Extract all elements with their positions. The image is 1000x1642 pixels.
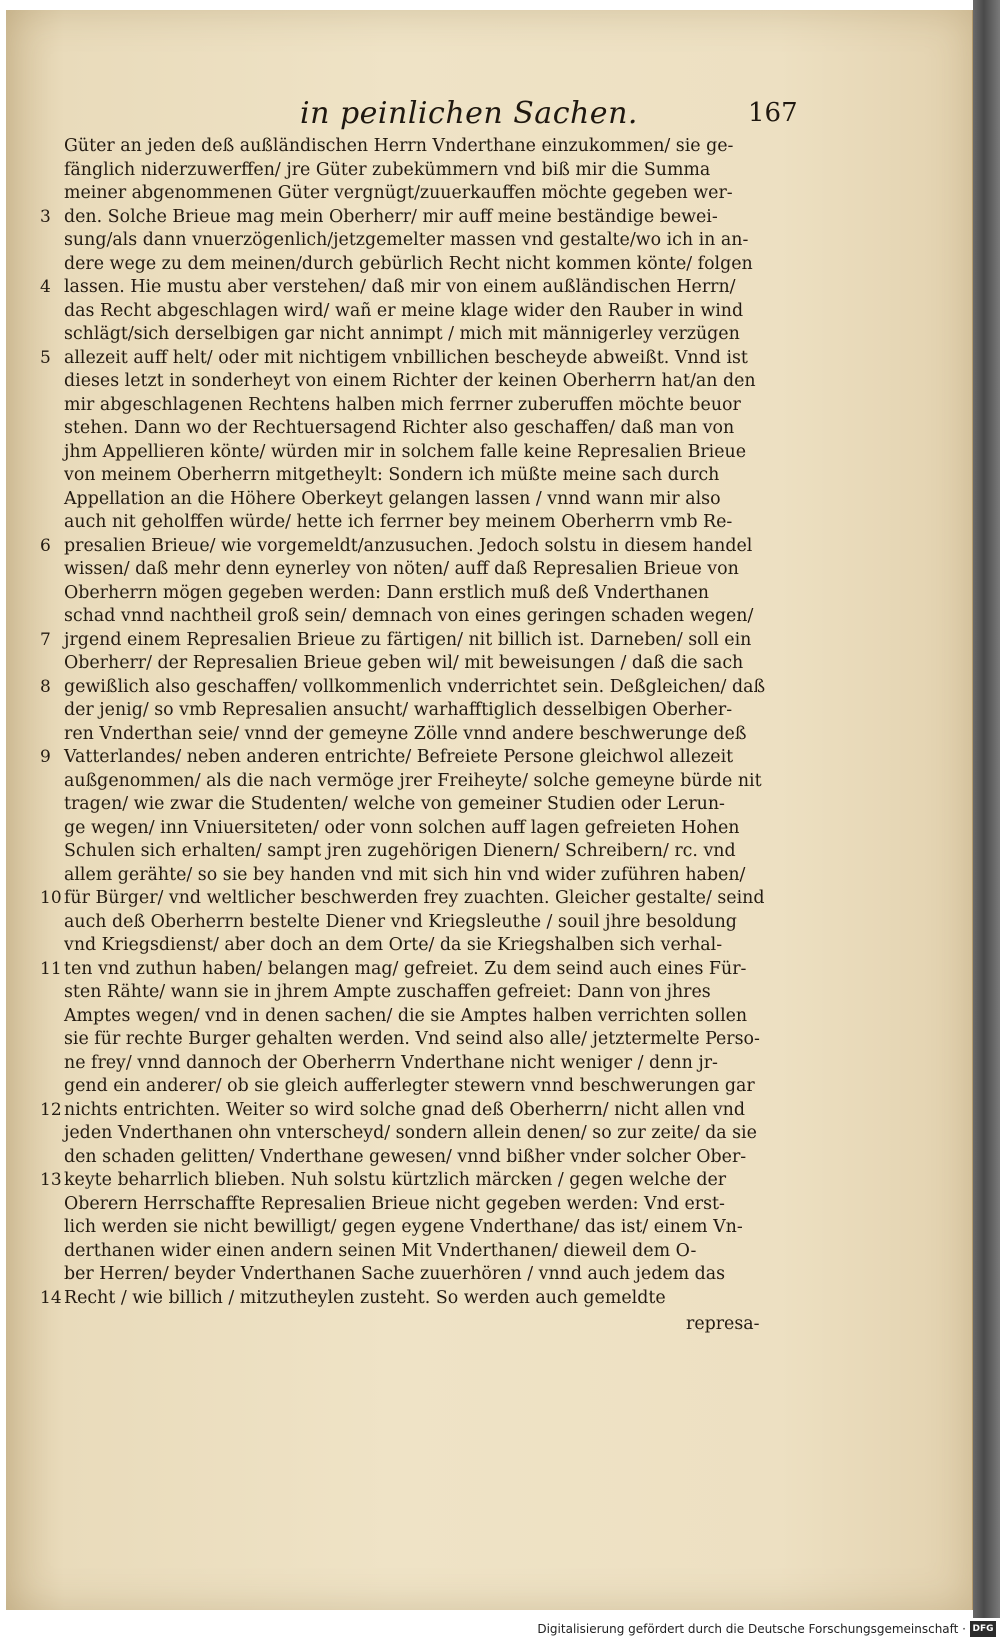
line-text: derthanen wider einen andern seinen Mit Vnderthanen/ dieweil dem O- xyxy=(64,1240,697,1261)
line-text: vnd Kriegsdienst/ aber doch an dem Orte/ da sie Kriegshalben sich verhal- xyxy=(64,935,723,955)
line-text: Vatterlandes/ neben anderen entrichte/ Befreiete Persone gleichwol allezeit xyxy=(64,747,734,767)
line-text: schlägt/sich derselbigen gar nicht annimpt / mich mit männigerley verzügen xyxy=(64,324,740,344)
book-spine-edge xyxy=(973,0,1000,1618)
line-text: keyte beharrlich blieben. Nuh solstu kürtzlich märcken / gegen welche der xyxy=(64,1170,727,1190)
line-text: auch nit geholffen würde/ hette ich ferrner bey meinem Oberherrn vmb Re- xyxy=(64,512,733,532)
text-line xyxy=(40,1240,800,1264)
page-body xyxy=(40,135,800,1310)
line-text: Amptes wegen/ vnd in denen sachen/ die sie Amptes halben verrichten sollen xyxy=(64,1005,748,1026)
text-line xyxy=(40,793,800,817)
line-text: Oberherr/ der Represalien Brieue geben wil/ mit beweisungen / daß die sach xyxy=(64,653,744,673)
text-line xyxy=(40,441,800,465)
line-text: ber Herren/ beyder Vnderthanen Sache zuuerhören / vnnd auch jedem das xyxy=(64,1264,726,1284)
line-text: meiner abgenommenen Güter vergnügt/zuuerkauffen möchte gegeben wer- xyxy=(64,183,733,203)
line-text: jhm Appellieren könte/ würden mir in solchem falle keine Represalien Brieue xyxy=(64,441,747,462)
text-line xyxy=(40,840,800,864)
text-line xyxy=(40,629,800,653)
margin-number: 6 xyxy=(40,535,51,556)
text-line xyxy=(40,911,800,935)
text-line xyxy=(40,1287,800,1311)
line-text: schad vnnd nachtheil groß sein/ demnach von eines geringen schaden wegen/ xyxy=(64,606,754,626)
line-text: ge wegen/ inn Vniuersiteten/ oder vonn solchen auff lagen gefreieten Hohen xyxy=(64,817,740,838)
text-line xyxy=(40,958,800,982)
line-text: gewißlich also geschaffen/ vollkommenlich vnderrichtet sein. Deßgleichen/ daß xyxy=(64,676,766,697)
text-line xyxy=(40,1028,800,1052)
margin-number: 4 xyxy=(40,277,51,297)
catchword: represa- xyxy=(686,1314,760,1334)
text-line xyxy=(40,182,800,206)
text-line xyxy=(40,1075,800,1099)
text-line xyxy=(40,300,800,324)
line-text: von meinem Oberherrn mitgetheylt: Sondern ich müßte meine sach durch xyxy=(64,465,720,485)
text-line xyxy=(40,1193,800,1217)
line-text: jrgend einem Represalien Brieue zu färtigen/ nit billich ist. Darneben/ soll ein xyxy=(64,629,752,650)
text-line xyxy=(40,159,800,183)
text-line xyxy=(40,253,800,277)
text-line xyxy=(40,934,800,958)
text-line xyxy=(40,417,800,441)
text-line xyxy=(40,887,800,911)
line-text: allem gerähte/ so sie bey handen vnd mit sich hin vnd wider zuführen haben/ xyxy=(64,864,746,885)
line-text: auch deß Oberherrn bestelte Diener vnd Kriegsleuthe / souil jhre besoldung xyxy=(64,911,737,932)
text-line xyxy=(40,582,800,606)
page-number: 167 xyxy=(748,98,798,128)
line-text: gend ein anderer/ ob sie gleich aufferlegter stewern vnnd beschwerungen gar xyxy=(64,1076,755,1096)
text-line xyxy=(40,1052,800,1076)
text-line xyxy=(40,864,800,888)
line-text: Oberherrn mögen gegeben werden: Dann erstlich muß deß Vnderthanen xyxy=(64,582,709,603)
line-text: sung/als dann vnuerzögenlich/jetzgemelter massen vnd gestalte/wo ich in an- xyxy=(64,230,749,250)
text-line xyxy=(40,464,800,488)
text-line xyxy=(40,981,800,1005)
margin-number: 7 xyxy=(40,629,51,650)
text-line xyxy=(40,229,800,253)
line-text: sten Rähte/ wann sie in jhrem Ampte zuschaffen gefreiet: Dann von jhres xyxy=(64,982,711,1002)
page-header xyxy=(0,96,1000,136)
line-text: den. Solche Brieue mag mein Oberherr/ mir auff meine beständige bewei- xyxy=(64,206,718,227)
line-text: nichts entrichten. Weiter so wird solche gnad deß Oberherrn/ nicht allen vnd xyxy=(64,1099,745,1120)
text-line xyxy=(40,323,800,347)
line-text: Appellation an die Höhere Oberkeyt gelangen lassen / vnnd wann mir also xyxy=(64,488,721,509)
margin-number: 10 xyxy=(40,888,62,908)
text-line xyxy=(40,1099,800,1123)
text-line xyxy=(40,770,800,794)
margin-number: 11 xyxy=(40,958,62,979)
running-head: in peinlichen Sachen. xyxy=(300,96,638,131)
text-line xyxy=(40,1216,800,1240)
line-text: lassen. Hie mustu aber verstehen/ daß mir von einem außländischen Herrn/ xyxy=(64,277,736,297)
line-text: lich werden sie nicht bewilligt/ gegen eygene Vnderthane/ das ist/ einem Vn- xyxy=(64,1217,743,1237)
line-text: dere wege zu dem meinen/durch gebürlich Recht nicht kommen könte/ folgen xyxy=(64,253,753,274)
text-line xyxy=(40,1169,800,1193)
text-line xyxy=(40,1005,800,1029)
digitization-footer xyxy=(0,1618,1000,1642)
text-line xyxy=(40,1146,800,1170)
margin-number: 3 xyxy=(40,206,51,227)
text-line xyxy=(40,652,800,676)
line-text: fänglich niderzuwerffen/ jre Güter zubekümmern vnd biß mir die Summa xyxy=(64,159,711,180)
line-text: dieses letzt in sonderheyt von einem Richter der keinen Oberherrn hat/an den xyxy=(64,371,756,391)
line-text: allezeit auff helt/ oder mit nichtigem vnbillichen bescheyde abweißt. Vnnd ist xyxy=(64,347,748,368)
text-line xyxy=(40,817,800,841)
text-line xyxy=(40,488,800,512)
dfg-logo-icon: DFG xyxy=(970,1621,996,1637)
line-text: ren Vnderthan seie/ vnnd der gemeyne Zölle vnnd andere beschwerunge deß xyxy=(64,723,747,744)
margin-number: 14 xyxy=(40,1287,62,1308)
line-text: wissen/ daß mehr denn eynerley von nöten/ auff daß Represalien Brieue von xyxy=(64,559,739,579)
text-line xyxy=(40,699,800,723)
margin-number: 8 xyxy=(40,676,51,697)
line-text: ne frey/ vnnd dannoch der Oberherrn Vnderthane nicht weniger / denn jr- xyxy=(64,1052,718,1073)
line-text: ten vnd zuthun haben/ belangen mag/ gefreiet. Zu dem seind auch eines Für- xyxy=(64,958,747,979)
text-line xyxy=(40,394,800,418)
text-line xyxy=(40,723,800,747)
margin-number: 13 xyxy=(40,1170,62,1190)
text-line xyxy=(40,206,800,230)
line-text: das Recht abgeschlagen wird/ wañ er meine klage wider den Rauber in wind xyxy=(64,300,744,321)
line-text: stehen. Dann wo der Rechtuersagend Richter also geschaffen/ daß man von xyxy=(64,418,735,438)
footer-credit-text: Digitalisierung gefördert durch die Deutsche Forschungsgemeinschaft · xyxy=(537,1622,966,1636)
line-text: mir abgeschlagenen Rechtens halben mich ferrner zuberuffen möchte beuor xyxy=(64,394,741,415)
text-line xyxy=(40,558,800,582)
margin-number: 9 xyxy=(40,747,51,767)
line-text: Recht / wie billich / mitzutheylen zusteht. So werden auch gemeldte xyxy=(64,1287,666,1308)
text-line xyxy=(40,1263,800,1287)
text-line xyxy=(40,535,800,559)
text-line xyxy=(40,135,800,159)
margin-number: 5 xyxy=(40,347,51,368)
line-text: jeden Vnderthanen ohn vnterscheyd/ sondern allein denen/ so zur zeite/ da sie xyxy=(64,1123,757,1143)
margin-number: 12 xyxy=(40,1099,62,1120)
text-line xyxy=(40,276,800,300)
line-text: tragen/ wie zwar die Studenten/ welche von gemeiner Studien oder Lerun- xyxy=(64,794,725,814)
text-line xyxy=(40,347,800,371)
line-text: sie für rechte Burger gehalten werden. Vnd seind also alle/ jetztermelte Perso- xyxy=(64,1029,760,1049)
line-text: der jenig/ so vmb Represalien ansucht/ warhafftiglich desselbigen Oberher- xyxy=(64,700,733,720)
line-text: für Bürger/ vnd weltlicher beschwerden frey zuachten. Gleicher gestalte/ seind xyxy=(64,888,765,908)
text-line xyxy=(40,1122,800,1146)
line-text: Schulen sich erhalten/ sampt jren zugehörigen Dienern/ Schreibern/ rc. vnd xyxy=(64,841,736,861)
line-text: außgenommen/ als die nach vermöge jrer Freiheyte/ solche gemeyne bürde nit xyxy=(64,770,762,791)
line-text: Oberern Herrschaffte Represalien Brieue nicht gegeben werden: Vnd erst- xyxy=(64,1193,725,1214)
text-line xyxy=(40,511,800,535)
text-line xyxy=(40,605,800,629)
text-line xyxy=(40,676,800,700)
text-line xyxy=(40,746,800,770)
line-text: den schaden gelitten/ Vnderthane gewesen/ vnnd bißher vnder solcher Ober- xyxy=(64,1146,747,1167)
text-line xyxy=(40,370,800,394)
line-text: presalien Brieue/ wie vorgemeldt/anzusuchen. Jedoch solstu in diesem handel xyxy=(64,535,753,556)
line-text: Güter an jeden deß außländischen Herrn Vnderthane einzukommen/ sie ge- xyxy=(64,136,734,156)
